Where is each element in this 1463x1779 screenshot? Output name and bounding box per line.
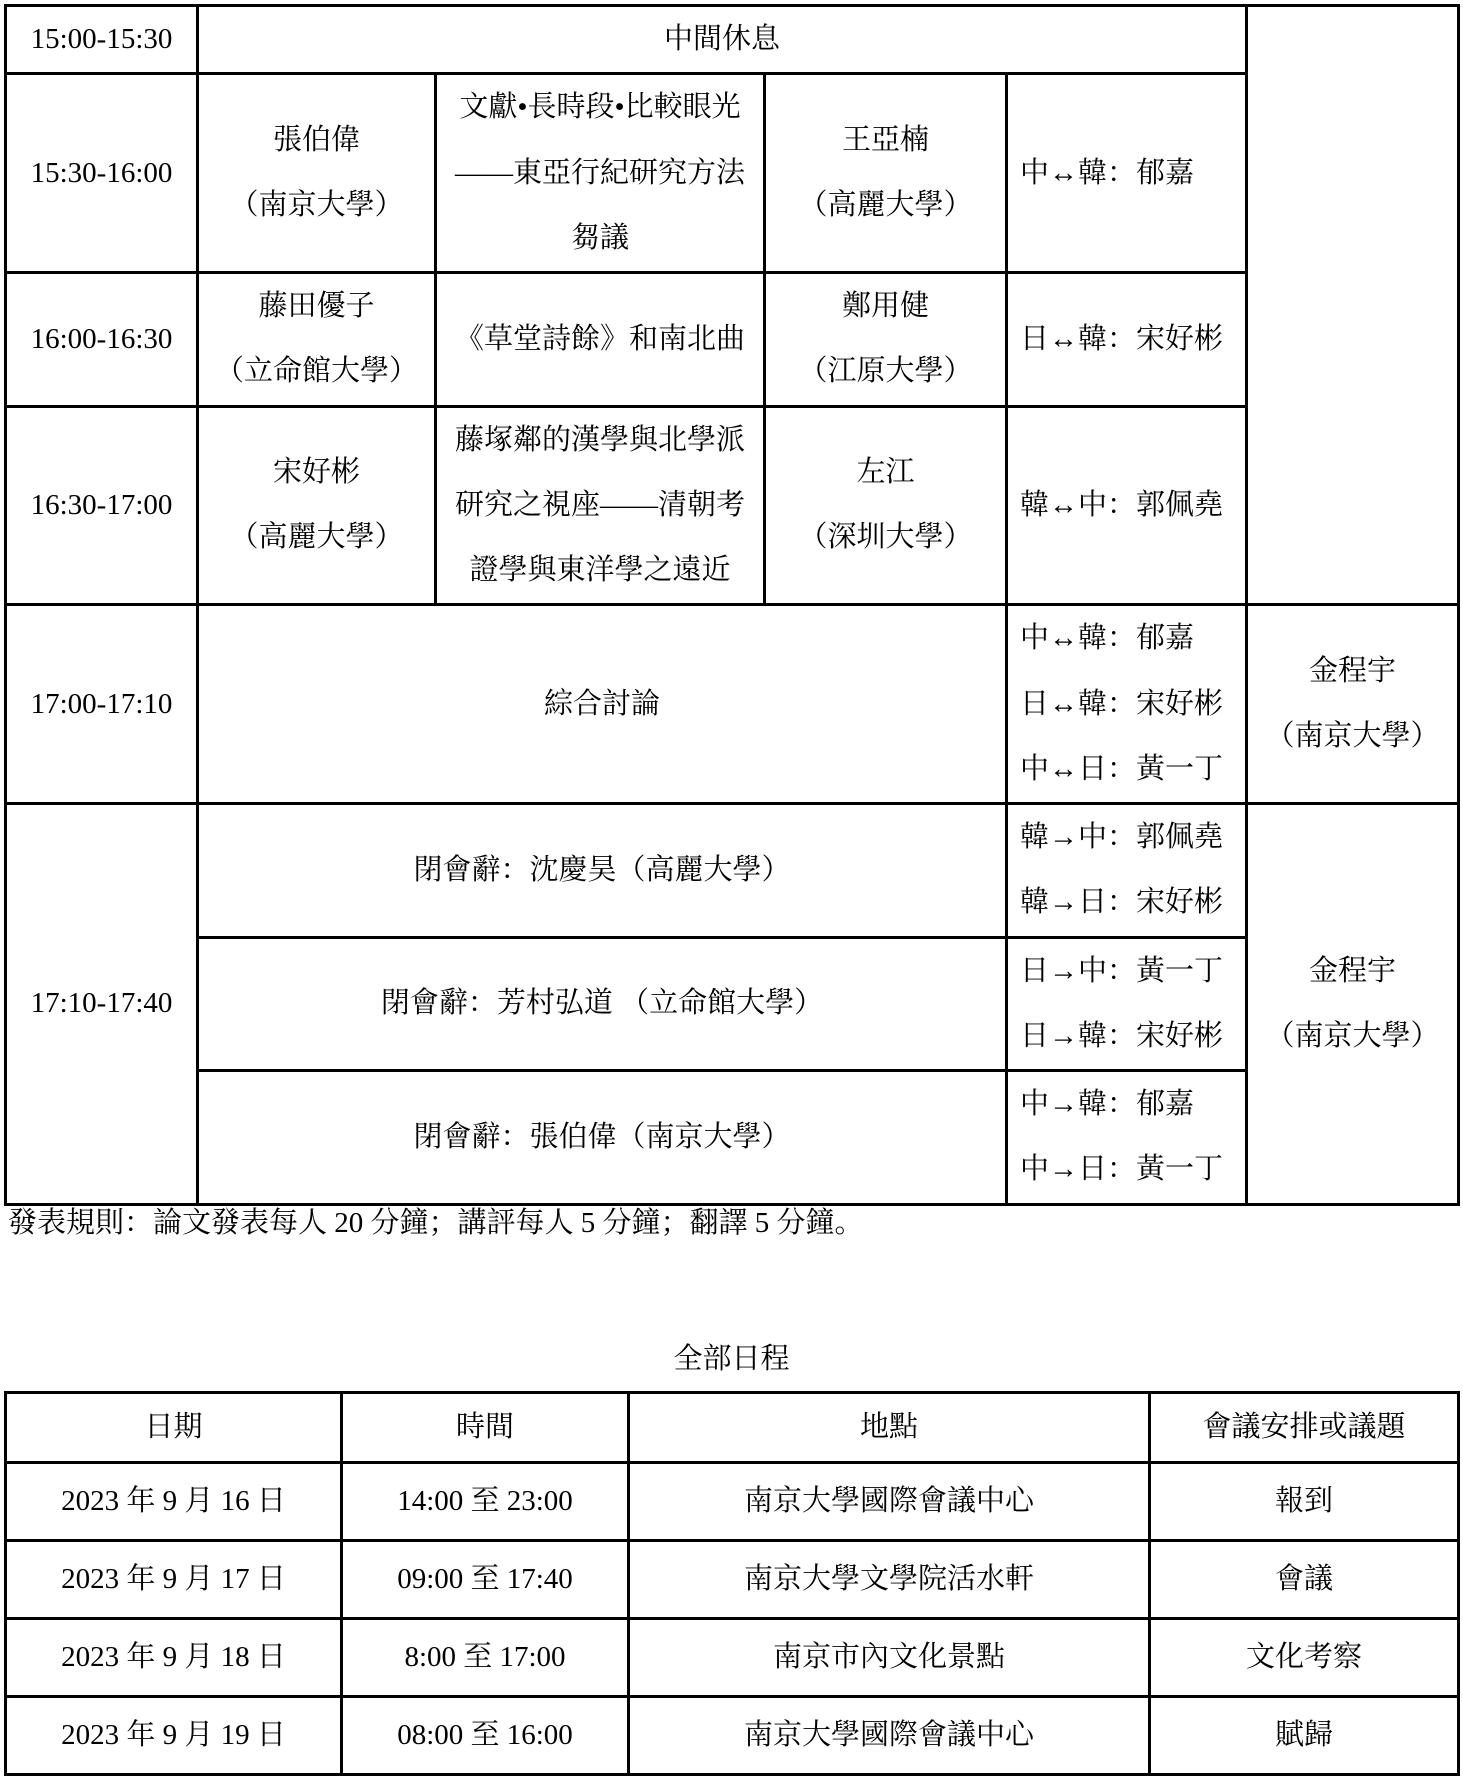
- table-row: [6, 1697, 1459, 1775]
- time-cell: 09:00 至 17:40: [342, 1541, 629, 1619]
- break-cell: 中間休息: [198, 6, 1247, 74]
- topic-cell: 文化考察: [1150, 1619, 1459, 1697]
- discussant-affiliation: （江原大學）: [798, 355, 973, 388]
- host-cell-empty: [1247, 6, 1459, 605]
- place-cell: 南京大學國際會議中心: [629, 1697, 1150, 1775]
- speaker-affiliation: （立命館大學）: [214, 355, 418, 388]
- time-cell: 15:30-16:00: [6, 74, 198, 273]
- discussant-cell: [765, 74, 1007, 273]
- interpreter-cell: 中↔韓：郁嘉: [1007, 74, 1247, 273]
- table-row: [6, 273, 1459, 407]
- table-row: [6, 1541, 1459, 1619]
- date-cell: 2023 年 9 月 19 日: [6, 1697, 342, 1775]
- interpreter-line: 韓→日：宋好彬: [1020, 886, 1224, 919]
- table-row: [6, 605, 1459, 804]
- interpreter-line: 日→中：黃一丁: [1020, 954, 1224, 987]
- closing-remarks-cell: 閉會辭：沈慶昊（高麗大學）: [198, 804, 1007, 938]
- discussant-name: 左江: [856, 456, 915, 489]
- table-header-row: [6, 1393, 1459, 1463]
- interpreter-line: 韓→中：郭佩堯: [1020, 821, 1224, 853]
- table-row: [6, 1071, 1459, 1205]
- interpreter-cell: [1007, 937, 1247, 1071]
- place-cell: 南京市內文化景點: [629, 1619, 1150, 1697]
- header-time: 時間: [342, 1393, 629, 1463]
- time-cell: 17:00-17:10: [6, 605, 198, 804]
- discussant-affiliation: （深圳大學）: [798, 521, 973, 554]
- table-row: [6, 6, 1459, 74]
- discussant-cell: [765, 273, 1007, 407]
- interpreter-cell: [1007, 1071, 1247, 1205]
- table-row: [6, 804, 1459, 938]
- full-schedule-table: [4, 1391, 1460, 1776]
- speaker-cell: [198, 74, 436, 273]
- speaker-name: 宋好彬: [272, 456, 360, 489]
- discussant-cell: [765, 406, 1007, 605]
- interpreter-line: 日→韓：宋好彬: [1020, 1019, 1224, 1052]
- time-cell: 08:00 至 16:00: [342, 1697, 629, 1775]
- topic-cell: 報到: [1150, 1463, 1459, 1541]
- date-cell: 2023 年 9 月 17 日: [6, 1541, 342, 1619]
- header-date: 日期: [6, 1393, 342, 1463]
- table-row: [6, 1463, 1459, 1541]
- time-cell: 16:00-16:30: [6, 273, 198, 407]
- closing-remarks-cell: 閉會辭：張伯偉（南京大學）: [198, 1071, 1007, 1205]
- host-cell: [1247, 605, 1459, 804]
- session-schedule-table: [4, 4, 1460, 1206]
- speaker-cell: [198, 273, 436, 407]
- header-topic: 會議安排或議題: [1150, 1393, 1459, 1463]
- speaker-affiliation: （高麗大學）: [229, 521, 404, 554]
- interpreter-cell: [1007, 605, 1247, 804]
- closing-remarks-cell: 閉會辭：芳村弘道 （立命館大學）: [198, 937, 1007, 1071]
- discussant-name: 王亞楠: [841, 123, 929, 156]
- host-affiliation: （南京大學）: [1265, 720, 1440, 753]
- section-heading: 全部日程: [673, 1343, 790, 1375]
- table-row: [6, 937, 1459, 1071]
- table-row: [6, 74, 1459, 273]
- interpreter-cell: 日↔韓：宋好彬: [1007, 273, 1247, 407]
- interpreter-line: 中↔日：黃一丁: [1020, 752, 1224, 785]
- discussant-name: 鄭用健: [841, 290, 929, 322]
- host-name: 金程宇: [1309, 954, 1397, 987]
- interpreter-line: 中→韓：郁嘉: [1020, 1088, 1195, 1120]
- place-cell: 南京大學國際會議中心: [629, 1463, 1150, 1541]
- discussion-cell: 綜合討論: [198, 605, 1007, 804]
- speaker-name: 張伯偉: [272, 123, 360, 156]
- speaker-cell: [198, 406, 436, 605]
- table-row: [6, 406, 1459, 605]
- table-row: [6, 1619, 1459, 1697]
- date-cell: 2023 年 9 月 18 日: [6, 1619, 342, 1697]
- paper-title-cell: 《草堂詩餘》和南北曲: [436, 273, 765, 407]
- topic-cell: 賦歸: [1150, 1697, 1459, 1775]
- host-affiliation: （南京大學）: [1265, 1019, 1440, 1052]
- interpreter-line: 中↔韓：郁嘉: [1020, 622, 1195, 655]
- host-name: 金程宇: [1309, 654, 1397, 687]
- topic-cell: 會議: [1150, 1541, 1459, 1619]
- presentation-rules-note: 發表規則：論文發表每人 20 分鐘；講評每人 5 分鐘；翻譯 5 分鐘。: [8, 1207, 864, 1239]
- header-place: 地點: [629, 1393, 1150, 1463]
- interpreter-line: 中→日：黃一丁: [1020, 1153, 1224, 1186]
- paper-title-cell: 藤塚鄰的漢學與北學派研究之視座——清朝考證學與東洋學之遠近: [436, 406, 765, 605]
- place-cell: 南京大學文學院活水軒: [629, 1541, 1150, 1619]
- speaker-name: 藤田優子: [258, 290, 375, 322]
- speaker-affiliation: （南京大學）: [229, 189, 404, 222]
- host-cell: [1247, 804, 1459, 1205]
- time-cell: 17:10-17:40: [6, 804, 198, 1205]
- time-cell: 15:00-15:30: [6, 6, 198, 74]
- time-cell: 8:00 至 17:00: [342, 1619, 629, 1697]
- interpreter-line: 日↔韓：宋好彬: [1020, 687, 1224, 720]
- discussant-affiliation: （高麗大學）: [798, 189, 973, 222]
- interpreter-cell: 韓↔中：郭佩堯: [1007, 406, 1247, 605]
- interpreter-cell: [1007, 804, 1247, 938]
- date-cell: 2023 年 9 月 16 日: [6, 1463, 342, 1541]
- paper-title-cell: 文獻•長時段•比較眼光——東亞行紀研究方法芻議: [436, 74, 765, 273]
- time-cell: 14:00 至 23:00: [342, 1463, 629, 1541]
- time-cell: 16:30-17:00: [6, 406, 198, 605]
